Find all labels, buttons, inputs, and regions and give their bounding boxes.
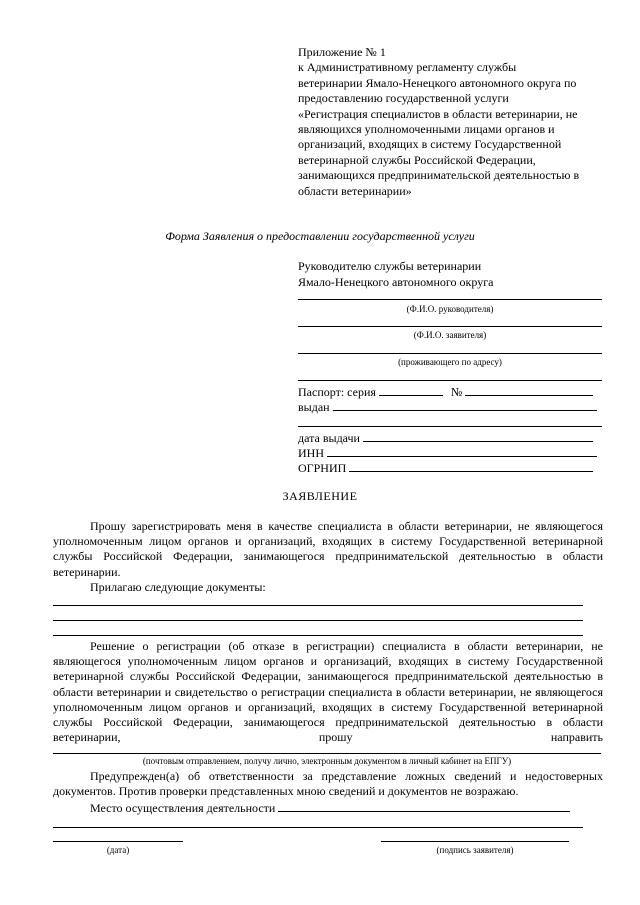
appendix-line: ветеринарной службы Российской Федерации, xyxy=(298,152,536,167)
issue-date-label: дата выдачи xyxy=(298,431,360,445)
inn-row xyxy=(298,445,597,461)
appendix-line: к Административному регламенту службы xyxy=(298,60,517,75)
date-caption: (дата) xyxy=(106,845,130,855)
paragraph-line: Прошу зарегистрировать меня в качестве специалиста в области ветеринарии, не xyxy=(90,519,530,533)
ogrnip-row xyxy=(298,460,593,476)
statement-heading: ЗАЯВЛЕНИЕ xyxy=(282,489,358,503)
paragraph-line: являющегося уполномоченным лицом органов и организаций, входящих в систему xyxy=(53,519,604,549)
inn-input[interactable] xyxy=(327,445,597,457)
ogrnip-input[interactable] xyxy=(349,460,593,472)
passport-number-label: № xyxy=(450,385,463,399)
passport-series-input[interactable] xyxy=(379,384,443,396)
appendix-line: ветеринарии Ямало-Ненецкого автономного округа по xyxy=(298,75,577,90)
delivery-method-input[interactable] xyxy=(53,753,601,754)
paragraph-line: предпринимательской деятельностью в области ветеринарии и свидетельство о регистрации xyxy=(53,669,603,699)
delivery-method-caption: (почтовым отправлением, получу лично, электронным документом в личный кабинет на ЕПГУ) xyxy=(142,756,512,766)
date-input[interactable] xyxy=(53,841,183,842)
activity-place-continued-input[interactable] xyxy=(53,827,583,828)
issued-by-input[interactable] xyxy=(333,399,597,411)
issued-by-continued-input[interactable] xyxy=(298,426,602,427)
issue-date-row xyxy=(298,430,593,446)
attachments-label: Прилагаю следующие документы: xyxy=(90,580,266,594)
appendix-line: «Регистрация специалистов в области ветеринарии, не xyxy=(298,106,578,121)
paragraph-line: предпринимательской деятельностью в области ветеринарии. xyxy=(53,549,604,579)
appendix-header xyxy=(298,45,603,199)
appendix-line: занимающихся предпринимательской деятельностью в xyxy=(298,168,580,183)
issued-by-label: выдан xyxy=(298,400,330,414)
address-input[interactable] xyxy=(298,353,602,354)
addressee-line: Ямало-Ненецкого автономного округа xyxy=(298,274,494,289)
address-continued-input[interactable] xyxy=(298,380,602,381)
signature-input[interactable] xyxy=(381,841,569,842)
issued-by-row xyxy=(298,399,597,415)
applicant-fio-input[interactable] xyxy=(298,326,602,327)
addressee-line: Руководителю службы ветеринарии xyxy=(298,259,482,273)
paragraph-line: Предупрежден(а) об ответственности за представление ложных сведений и недостоверных xyxy=(90,769,603,783)
passport-row xyxy=(298,384,593,400)
activity-place-label: Место осуществления деятельности xyxy=(90,801,276,815)
documents-input-1[interactable] xyxy=(53,605,583,606)
warning-paragraph xyxy=(53,769,603,799)
head-fio-caption: (Ф.И.О. руководителя) xyxy=(406,304,494,314)
decision-paragraph xyxy=(53,639,603,745)
signature-caption: (подпись заявителя) xyxy=(436,845,514,855)
inn-label: ИНН xyxy=(298,446,324,460)
documents-input-2[interactable] xyxy=(53,620,583,621)
paragraph-line: Государственной ветеринарной службы Российской Федерации, занимающегося xyxy=(53,654,604,684)
activity-place-row xyxy=(90,800,570,816)
passport-series-label: Паспорт: серия xyxy=(298,385,376,399)
paragraph-line: Решение о регистрации (об отказе в регистрации) специалиста в области ветеринарии, не xyxy=(90,639,603,653)
request-paragraph xyxy=(53,519,603,580)
passport-number-input[interactable] xyxy=(465,384,593,396)
applicant-fio-caption: (Ф.И.О. заявителя) xyxy=(413,330,487,340)
head-fio-input[interactable] xyxy=(298,299,602,300)
documents-input-3[interactable] xyxy=(53,635,583,636)
paragraph-line: являющегося уполномоченным лицом органов и организаций, входящих в систему xyxy=(53,654,510,669)
activity-place-input[interactable] xyxy=(278,800,570,812)
paragraph-line: организаций, входящих в систему Государственной ветеринарной службы Российской Федерации, xyxy=(53,699,603,730)
appendix-line: предоставлению государственной услуги xyxy=(298,91,509,106)
ogrnip-label: ОГРНИП xyxy=(298,461,347,475)
paragraph-line: Государственной ветеринарной службы Российской Федерации, занимающегося xyxy=(53,534,603,564)
issue-date-input[interactable] xyxy=(363,430,593,442)
paragraph-line: специалиста в области ветеринарии, не являющегося уполномоченным лицом органов и xyxy=(53,684,604,714)
addressee-block xyxy=(298,259,493,290)
address-caption: (проживающего по адресу) xyxy=(398,357,502,367)
paragraph-line: документов. Против проверки представленных мною сведений и документов не возражаю. xyxy=(53,784,519,799)
appendix-line: организаций, входящих в систему Государственной xyxy=(298,137,562,152)
appendix-line: области ветеринарии» xyxy=(298,183,412,198)
appendix-line: Приложение № 1 xyxy=(298,45,386,59)
appendix-line: являющихся уполномоченными лицами органов и xyxy=(298,122,555,137)
form-title: Форма Заявления о предоставлении государственной услуги xyxy=(165,229,475,243)
paragraph-line: занимающегося предпринимательской деятельностью в области ветеринарии, прошу направить xyxy=(53,715,604,745)
